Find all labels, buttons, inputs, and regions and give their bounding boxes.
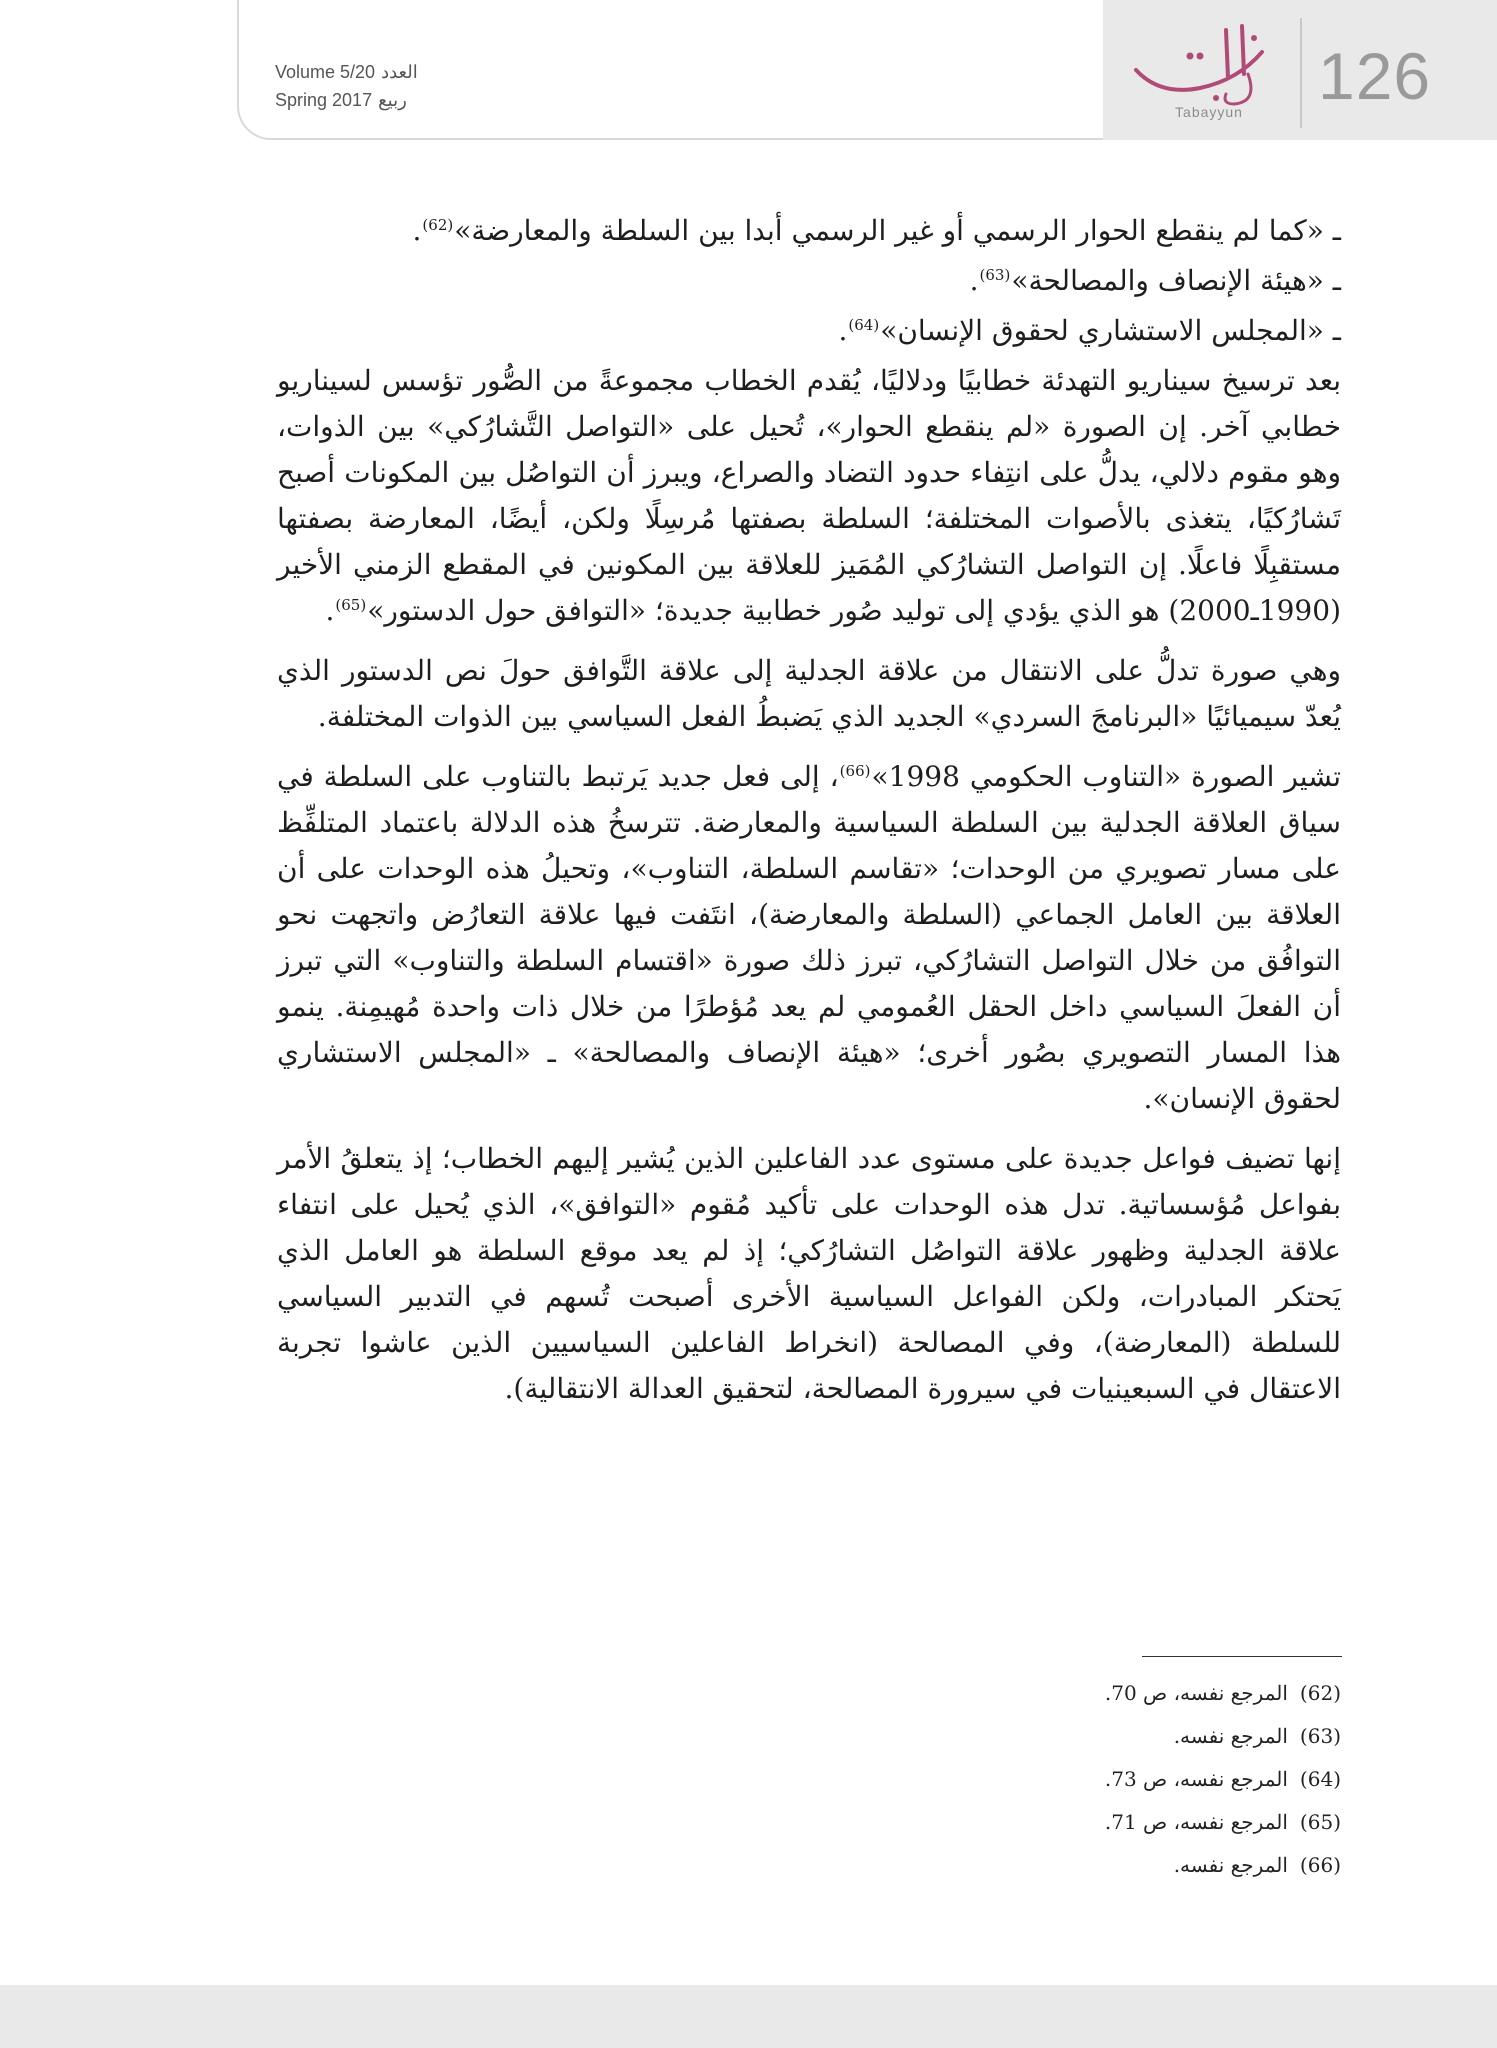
footnote-ref[interactable]: (64) — [848, 315, 880, 334]
tabayyun-logo — [1130, 18, 1280, 128]
paragraph-1: بعد ترسيخ سيناريو التهدئة خطابيًا ودلاليًا، يُقدم الخطاب مجموعةً من الصُّور تؤسس لسيناريو خطابي آخر. إن الصورة «لم ينقطع الحوار»، تُحيل على «التواصل التَّشارُكي» بين الذوات، وهو مقوم دلالي، يدلُّ على انتِفاء حدود التضاد والصراع، ويبرز أن التواصُل بين المكونات أصبح تَشارُكيًا، يتغذى بالأصوات المختلفة؛ السلطة بصفتها مُرسِلًا ولكن، أيضًا، المعارضة بصفتها مستقبِلًا فاعلًا. إن التواصل التشارُكي المُمَيز للعلاقة بين المكونين في المقطع الزمني الأخير (1990ـ2000) هو الذي يؤدي إلى توليد صُور خطابية جديدة؛ «التوافق حول الدستور»$^{(65)}$. — [277, 364, 1341, 627]
paragraph-4: إنها تضيف فواعل جديدة على مستوى عدد الفاعلين الذين يُشير إليهم الخطاب؛ إذ يتعلقُ الأمر بفواعل مُؤسساتية. تدل هذه الوحدات على تأكيد مُقوم «التوافق»، الذي يُحيل على انتفاء علاقة الجدلية وظهور علاقة التواصُل التشارُكي؛ إذ لم يعد موقع السلطة هو العامل الذي يَحتكر المبادرات، ولكن الفواعل السياسية الأخرى أصبحت تُسهم في التدبير السياسي للسلطة (المعارضة)، وفي المصالحة (انخراط الفاعلين السياسيين الذين عاشوا تجربة الاعتقال في السبعينيات في سيرورة المصالحة، لتحقيق العدالة الانتقالية). — [277, 1142, 1341, 1405]
footnote-item — [700, 1715, 1341, 1758]
season-line — [275, 86, 424, 114]
footnote-ref[interactable]: (66) — [839, 761, 871, 780]
footnote-text: المرجع نفسه. — [1173, 1853, 1288, 1877]
footnote-number: (64) — [1299, 1767, 1341, 1791]
footnote-item — [700, 1758, 1341, 1801]
paragraph-3: تشير الصورة «التناوب الحكومي 1998»$^{(66)}$، إلى فعل جديد يَرتبط بالتناوب على السلطة في سياق العلاقة الجدلية بين السلطة السياسية والمعارضة. تترسخُ هذه الدلالة باعتماد المتلفِّظ على مسار تصويري من الوحدات؛ «تقاسم السلطة، التناوب»، وتحيلُ هذه الوحدات على أن العلاقة بين العامل الجماعي (السلطة والمعارضة)، انتَفت فيها علاقة التعارُض واتجهت نحو التوافُق من خلال التواصل التشارُكي، تبرز ذلك صورة «اقتسام السلطة والتناوب» التي تبرز أن الفعلَ السياسي داخل الحقل العُمومي لم يعد مُؤطرًا من خلال ذات واحدة مُهيمِنة. ينمو هذا المسار التصويري بصُور أخرى؛ «هيئة الإنصاف والمصالحة» ـ «المجلس الاستشاري لحقوق الإنسان». — [277, 760, 1341, 1115]
issue-info — [275, 58, 424, 114]
season-en: Spring 2017 — [275, 90, 373, 110]
footnote-item — [700, 1844, 1341, 1887]
logo-calligraphy-icon — [1130, 18, 1280, 108]
footnote-number: (62) — [1299, 1681, 1341, 1705]
article-body — [277, 208, 1341, 1426]
bullet-item: ـ «هيئة الإنصاف والمصالحة»$^{(63)}$. — [969, 264, 1341, 297]
footnote-ref[interactable]: (63) — [979, 265, 1011, 284]
footnote-ref[interactable]: (65) — [335, 595, 367, 614]
footnote-text: المرجع نفسه، ص 71. — [1104, 1810, 1288, 1834]
footnote-item — [700, 1672, 1341, 1715]
footnote-number: (66) — [1299, 1853, 1341, 1877]
header-divider — [1300, 18, 1302, 128]
logo-latin-text: Tabayyun — [1175, 104, 1243, 120]
bullet-item: ـ «المجلس الاستشاري لحقوق الإنسان»$^{(64)}$. — [838, 314, 1341, 347]
bottom-bar — [0, 1985, 1497, 2048]
footnote-item — [700, 1801, 1341, 1844]
footnote-text: المرجع نفسه، ص 70. — [1104, 1681, 1288, 1705]
volume-line — [275, 58, 424, 86]
footnote-divider — [1142, 1656, 1342, 1657]
page-number: 126 — [1318, 39, 1432, 113]
footnote-ref[interactable]: (62) — [422, 215, 454, 234]
paragraph-2: وهي صورة تدلُّ على الانتقال من علاقة الجدلية إلى علاقة التَّوافق حولَ نص الدستور الذي يُعدّ سيميائيًا «البرنامجَ السردي» الجديد الذي يَضبطُ الفعل السياسي بين الذوات المختلفة. — [277, 654, 1341, 733]
footnote-number: (65) — [1299, 1810, 1341, 1834]
volume-ar: العدد — [381, 62, 418, 82]
volume-en: Volume 5/20 — [275, 62, 376, 82]
footnote-text: المرجع نفسه، ص 73. — [1104, 1767, 1288, 1791]
footnote-number: (63) — [1299, 1724, 1341, 1748]
season-ar: ربيع — [378, 90, 407, 110]
bullet-item: ـ «كما لم ينقطع الحوار الرسمي أو غير الرسمي أبدا بين السلطة والمعارضة»$^{(62)}$. — [412, 214, 1341, 247]
footnote-text: المرجع نفسه. — [1173, 1724, 1288, 1748]
footnotes — [700, 1672, 1341, 1887]
